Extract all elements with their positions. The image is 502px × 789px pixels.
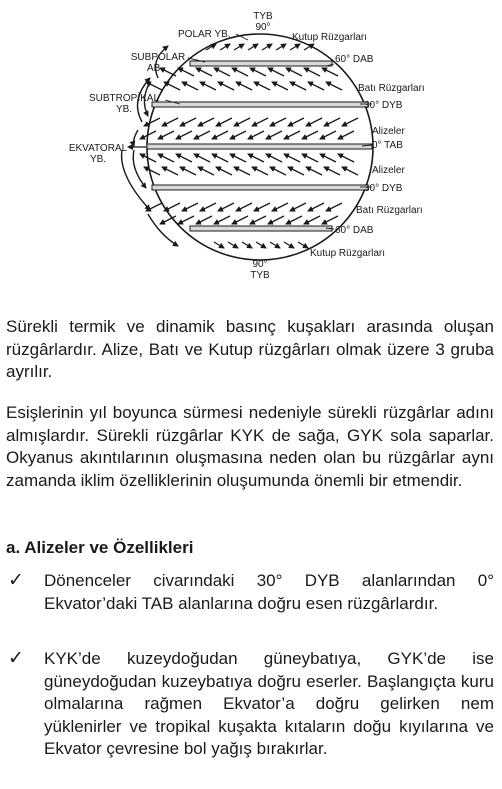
wind-arrow-icon [266,154,282,162]
wind-arrow-icon [270,242,280,248]
wind-arrow-icon [180,167,196,175]
wind-arrow-icon [198,167,214,175]
wind-arrow-icon [308,203,324,211]
wind-arrow-icon [270,118,286,126]
label-subpolar-1: SUBPOLAR [130,52,186,63]
label-polar: POLAR YB. [178,29,231,40]
wind-arrow-icon [232,68,248,76]
wind-arrow-icon [320,154,336,162]
wind-arrow-icon [326,82,342,90]
wind-arrow-icon [162,118,178,126]
wind-arrow-icon [324,118,340,126]
wind-arrow-icon [248,44,258,50]
bullet-item [6,648,494,761]
wind-arrow-icon [218,203,234,211]
wind-arrow-icon [144,167,160,175]
wind-arrow-icon [220,44,230,50]
label-bati-top: Batı Rüzgarları [358,83,425,94]
label-tyb-bottom: TYB [250,270,270,281]
belt-30-north [152,102,368,107]
label-kutup-top: Kutup Rüzgarları [292,32,368,43]
wind-arrow-icon [268,68,284,76]
wind-arrow-icon [302,131,318,139]
wind-arrow-icon [286,216,302,224]
wind-arrow-icon [326,203,342,211]
wind-arrow-icon [298,242,308,248]
wind-arrow-icon [214,242,224,248]
label-deg-top: 90° [255,22,271,33]
wind-arrow-icon [290,203,306,211]
paragraph-intro: Sürekli termik ve dinamik basınç kuşakları arasında oluşan rüzgârlardır. Alize, Batı ve Kutup rüzgârları olmak üzere 3 gruba ayrılır. [6,317,494,381]
wind-arrow-icon [236,82,252,90]
wind-arrow-icon [212,131,228,139]
wind-arrow-icon [196,68,212,76]
wind-arrow-icon [268,216,284,224]
wind-arrow-icon [306,167,322,175]
label-alize-top: Alizeler [372,126,405,137]
wind-arrow-icon [250,68,266,76]
wind-arrow-icon [180,118,196,126]
wind-arrow-icon [200,203,216,211]
wind-arrow-icon [196,216,212,224]
wind-arrow-icon [182,82,198,90]
wind-arrow-icon [288,167,304,175]
belt-60-north [190,61,332,66]
wind-arrow-icon [322,216,338,224]
wind-arrow-icon [158,154,174,162]
wind-arrow-icon [270,167,286,175]
bullet-text: KYK’de kuzeydoğudan güneybatıya, GYK’de ise güneydoğudan kuzeybatıya doğru eserler. Başlangıçta kuru olmalarına rağmen Ekvator’a doğru gelirken nem yüklenirler ve tropikal kuşakta kıtaların doğu kıyılarına ve Ekvator çevresine bol yağış bırakırlar. [44,649,494,758]
wind-arrow-icon [272,203,288,211]
wind-arrow-icon [230,131,246,139]
wind-arrow-icon [284,154,300,162]
wind-arrow-icon [162,167,178,175]
label-ekvatoral-1: EKVATORAL [68,143,128,154]
label-tyb-top: TYB [253,11,273,22]
label-dab60-top: 60° DAB [335,54,374,65]
wind-arrow-icon [254,203,270,211]
wind-arrow-icon [182,203,198,211]
wind-arrow-icon [234,118,250,126]
wind-arrow-icon [242,242,252,248]
paragraph-details: Esişlerinin yıl boyunca sürmesi nedeniyle sürekli rüzgârlar adını almışlardır. Sürekli rüzgârlar KYK de sağa, GYK sola saparlar. Okyanus akıntılarının oluşmasına neden olan bu rüzgârlar aynı zamanda iklim özelliklerinin oluşumunda önemli bir etmendir. [6,403,494,490]
wind-arrow-icon [176,131,192,139]
wind-arrow-icon [322,68,338,76]
wind-arrow-icon [158,131,174,139]
wind-arrow-icon [232,216,248,224]
wind-arrow-icon [304,68,320,76]
wind-arrow-icon [164,203,180,211]
label-deg-bottom: 90° [252,259,268,270]
wind-arrow-icon [338,131,354,139]
wind-arrow-icon [200,82,216,90]
wind-arrow-icon [286,68,302,76]
belt-equator [147,144,372,149]
label-kutup-bottom: Kutup Rüzgarları [310,248,386,259]
wind-arrow-icon [308,82,324,90]
wind-arrow-icon [194,131,210,139]
wind-arrow-icon [306,118,322,126]
label-subtropikal-2: YB. [115,104,133,115]
wind-arrow-icon [198,118,214,126]
wind-arrow-icon [320,131,336,139]
wind-arrow-icon [194,154,210,162]
wind-arrow-icon [288,118,304,126]
wind-arrow-icon [236,203,252,211]
wind-arrow-icon [144,118,160,126]
wind-arrow-icon [230,154,246,162]
wind-arrow-icon [218,82,234,90]
label-subpolar-2: AB. [146,63,164,74]
wind-arrow-icon [216,118,232,126]
label-alize-bottom: Alizeler [372,165,405,176]
label-bati-bottom: Batı Rüzgarları [356,205,423,216]
wind-arrow-icon [284,131,300,139]
wind-arrow-icon [342,118,358,126]
label-ekvatoral-2: YB. [89,154,107,165]
bullet-item [6,570,494,615]
wind-arrow-icon [178,68,194,76]
wind-arrow-icon [248,154,264,162]
wind-arrow-icon [178,216,194,224]
wind-arrow-icon [342,167,358,175]
wind-arrow-icon [276,44,286,50]
wind-arrow-icon [284,242,294,248]
label-tab0: 0° TAB [372,140,403,151]
label-dab60-bottom: 60° DAB [335,225,374,236]
label-dyb30-top: 30° DYB [364,100,403,111]
belt-30-south [152,185,368,190]
wind-arrow-icon [272,82,288,90]
wind-arrow-icon [214,68,230,76]
section-heading: a. Alizeler ve Özellikleri [6,538,194,557]
wind-arrow-icon [234,167,250,175]
wind-arrow-icon [248,131,264,139]
wind-arrow-icon [324,167,340,175]
wind-arrow-icon [304,216,320,224]
label-subtropikal-1: SUBTROPİKAL [88,93,160,104]
wind-arrow-icon [214,216,230,224]
wind-arrow-icon [266,131,282,139]
belt-60-south [190,226,332,231]
wind-arrow-icon [256,242,266,248]
wind-arrow-icon [146,203,162,211]
wind-arrow-icon [252,118,268,126]
check-icon: ✓ [8,648,24,669]
check-icon: ✓ [8,570,24,591]
wind-arrow-icon [262,44,272,50]
wind-arrow-icon [228,242,238,248]
wind-arrow-icon [338,154,354,162]
wind-arrow-icon [302,154,318,162]
wind-arrow-icon [212,154,228,162]
wind-belts-diagram [0,0,502,290]
wind-arrow-icon [252,167,268,175]
bullet-text: Dönenceler civarındaki 30° DYB alanlarından 0° Ekvator’daki TAB alanlarına doğru esen rüzgârlardır. [44,571,494,613]
wind-arrow-icon [250,216,266,224]
wind-arrow-icon [290,82,306,90]
wind-arrow-icon [164,82,180,90]
wind-arrow-icon [290,44,300,50]
wind-arrow-icon [216,167,232,175]
wind-arrow-icon [254,82,270,90]
wind-arrow-icon [176,154,192,162]
label-dyb30-bottom: 30° DYB [364,183,403,194]
wind-arrow-icon [234,44,244,50]
